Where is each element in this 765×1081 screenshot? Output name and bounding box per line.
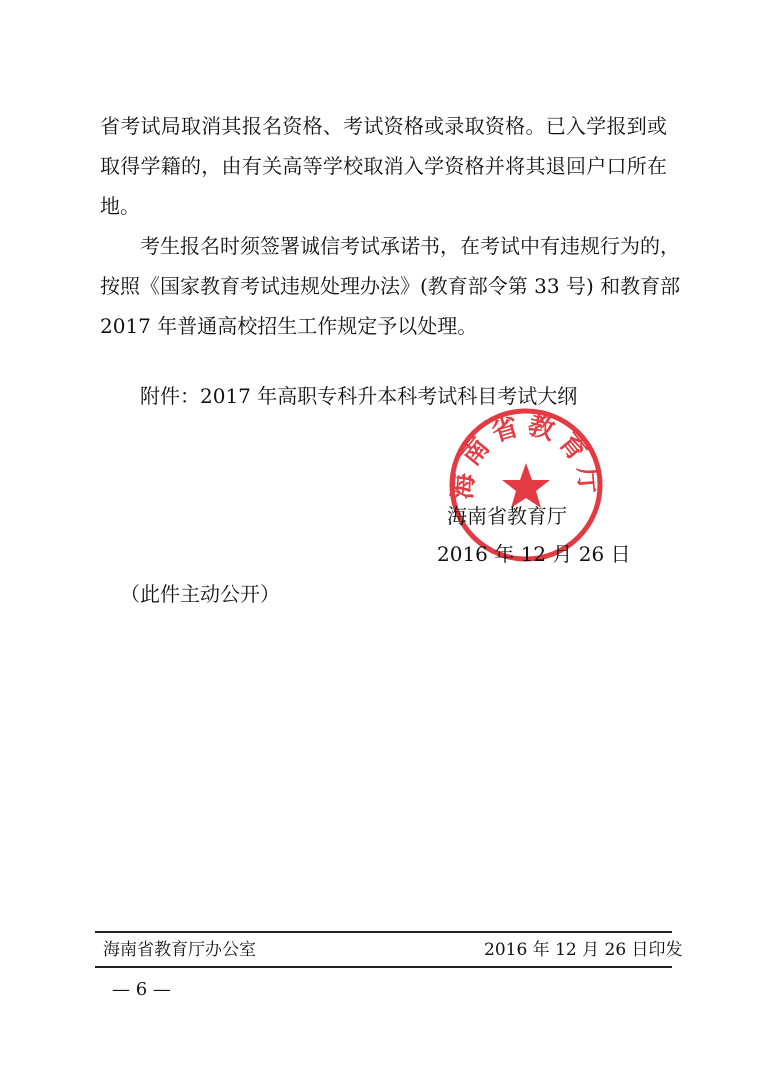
body-line-3: 地。: [100, 194, 140, 218]
signature-date: 2016 年 12 月 26 日: [437, 542, 631, 566]
disclosure-note: （此件主动公开）: [120, 582, 280, 606]
seal-lettering: 海南省教育厅: [447, 410, 605, 501]
footer-rule-bottom: [95, 966, 672, 968]
body-line-4: 考生报名时须签署诚信考试承诺书，在考试中有违规行为的，: [140, 234, 680, 258]
body-line-2: 取得学籍的，由有关高等学校取消入学资格并将其退回户口所在: [100, 154, 667, 178]
attachment-line: 附件：2017 年高职专科升本科考试科目考试大纲: [140, 384, 578, 408]
body-line-1: 省考试局取消其报名资格、考试资格或录取资格。已入学报到或: [100, 114, 667, 138]
issuer-name: 海南省教育厅: [447, 504, 567, 528]
body-line-5: 按照《国家教育考试违规处理办法》(教育部令第 33 号) 和教育部: [100, 274, 681, 298]
body-line-6: 2017 年普通高校招生工作规定予以处理。: [100, 314, 478, 338]
footer-rule-top: [95, 931, 672, 933]
page-number: — 6 —: [112, 979, 171, 1000]
footer-print-date: 2016 年 12 月 26 日印发: [484, 940, 683, 960]
footer-office: 海南省教育厅办公室: [103, 940, 256, 960]
